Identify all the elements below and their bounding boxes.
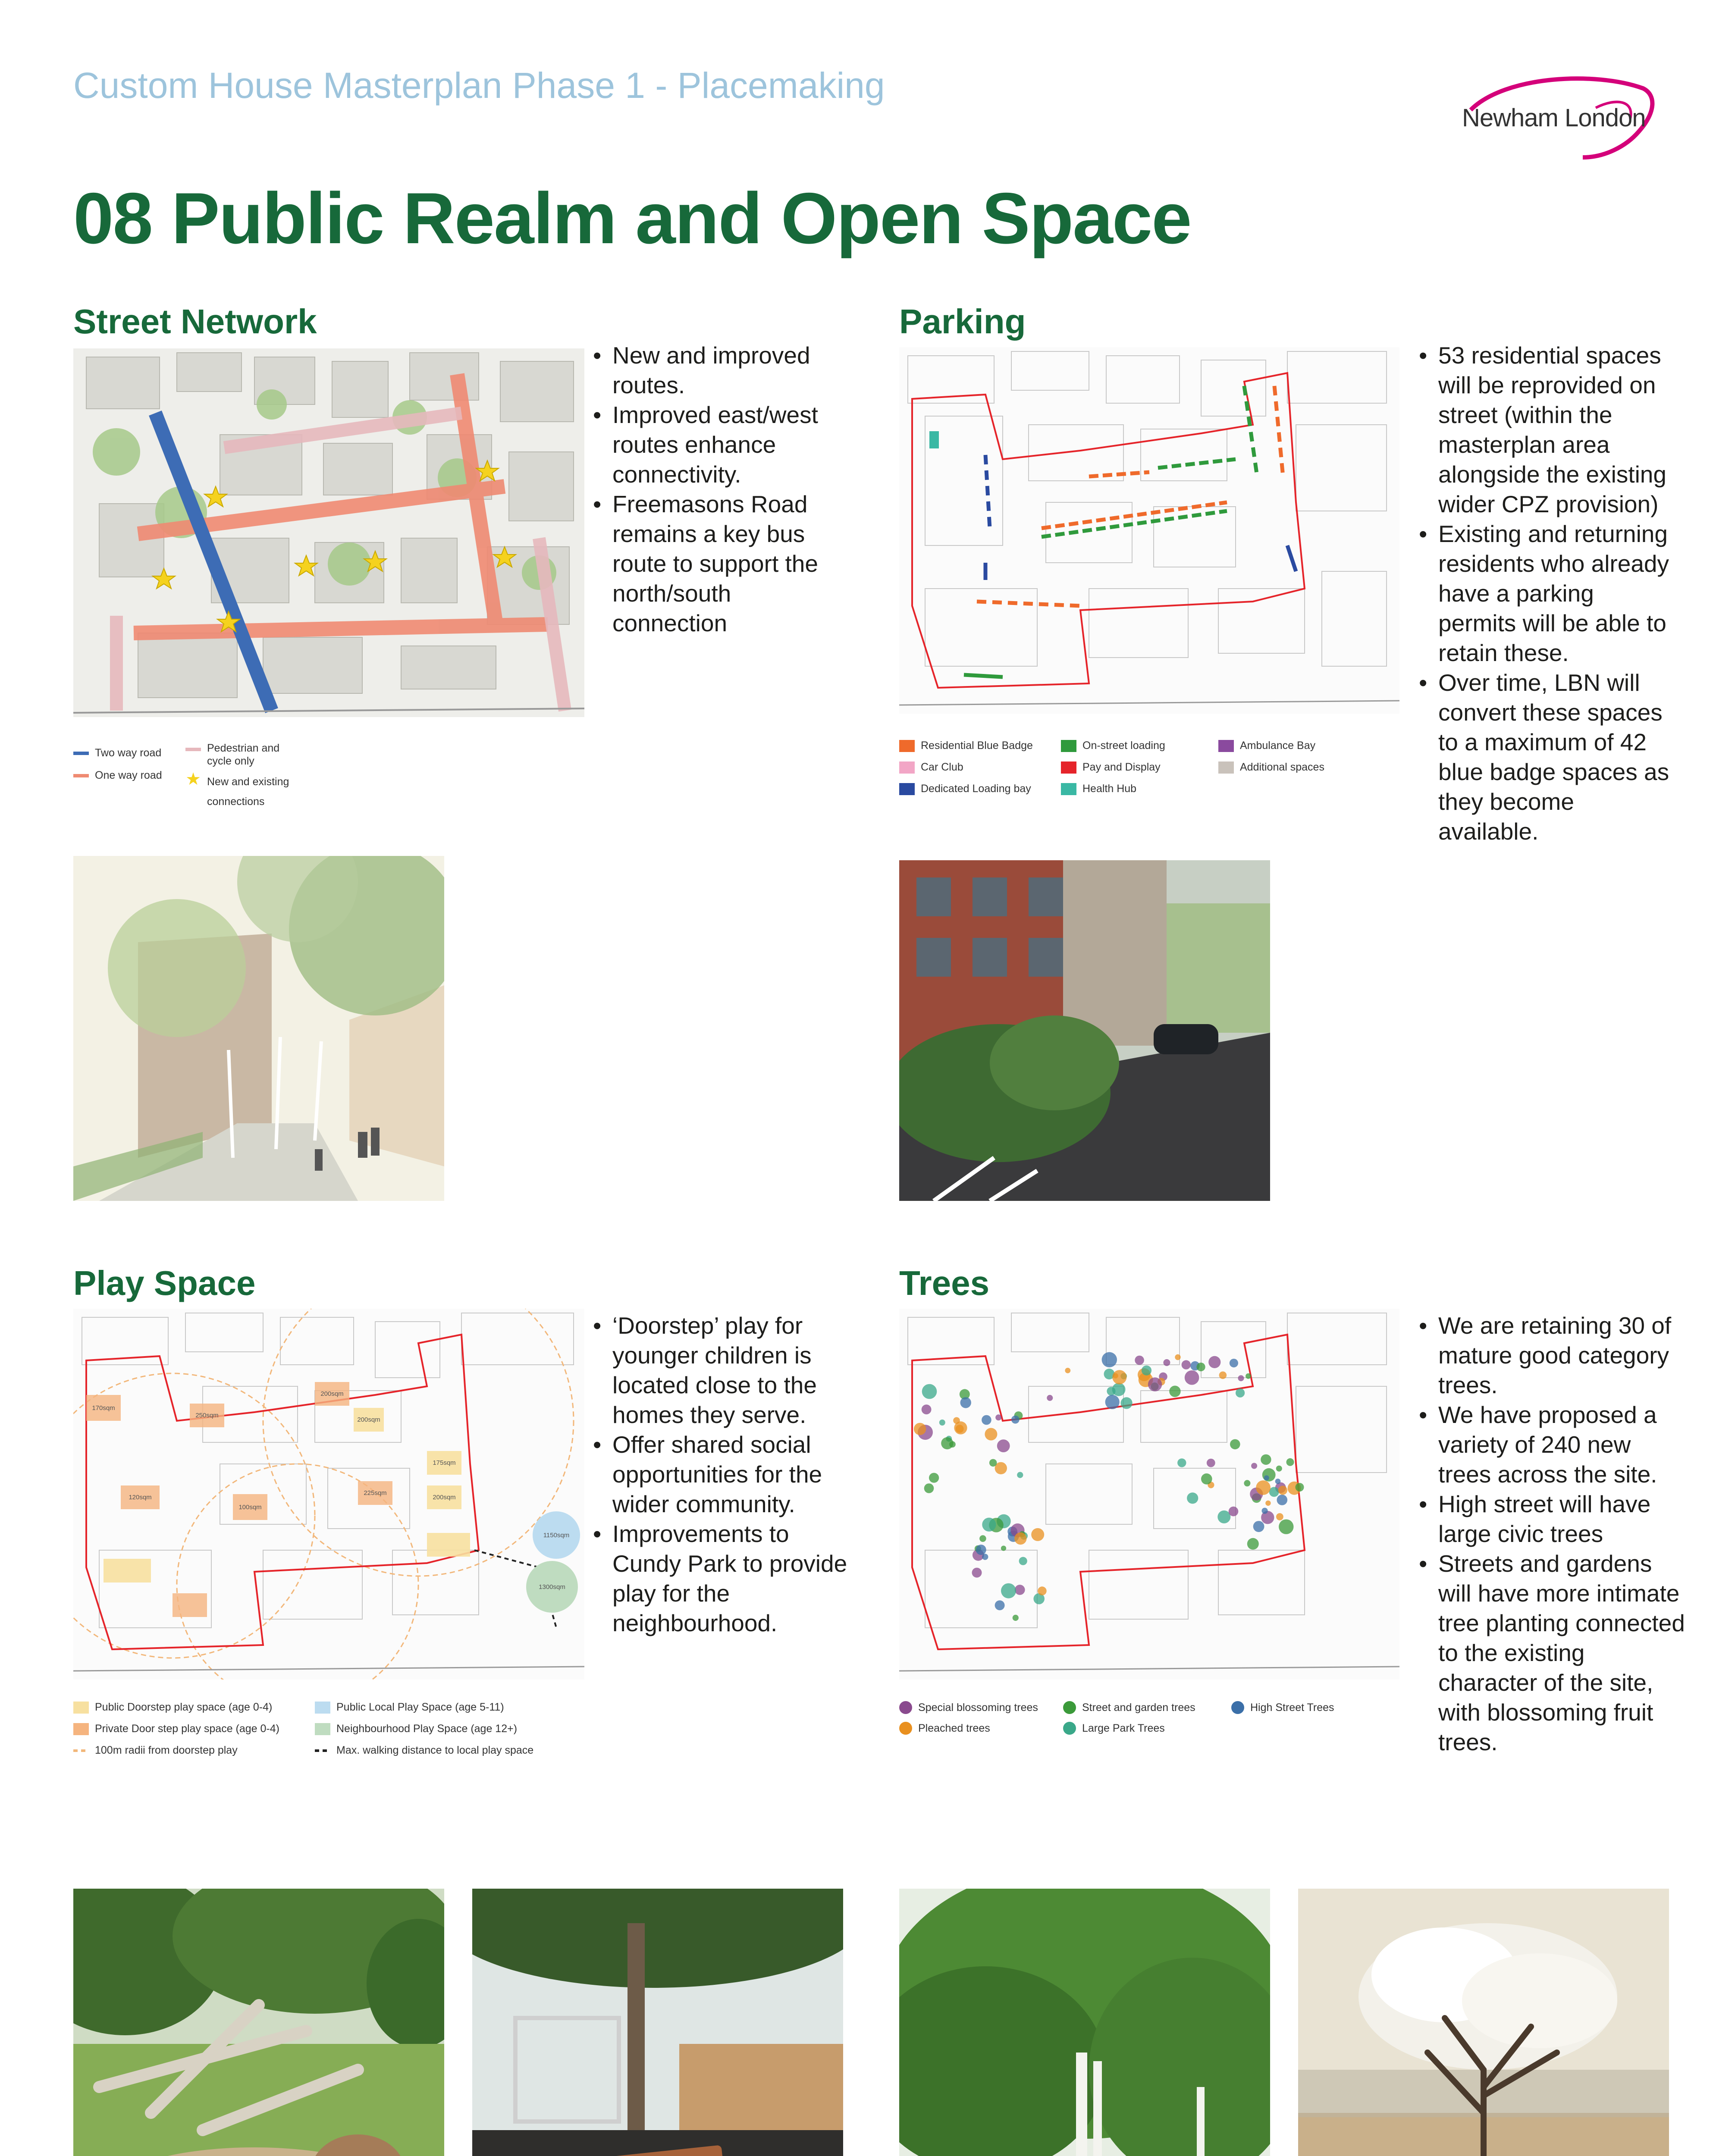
tree-dot bbox=[924, 1483, 934, 1493]
legend-dot bbox=[899, 1722, 912, 1735]
tree-dot bbox=[929, 1473, 939, 1483]
tree-dot bbox=[1019, 1557, 1027, 1565]
tree-dot bbox=[1142, 1366, 1151, 1376]
legend-label: High Street Trees bbox=[1250, 1701, 1334, 1714]
page-title: 08 Public Realm and Open Space bbox=[73, 178, 1191, 259]
trees-legend bbox=[899, 1701, 1399, 1749]
legend-label: New and existing connections bbox=[207, 776, 289, 808]
legend-label: Large Park Trees bbox=[1082, 1722, 1165, 1734]
legend-swatch bbox=[315, 1723, 330, 1735]
legend-item bbox=[73, 1723, 279, 1735]
tree-dot bbox=[1261, 1454, 1271, 1465]
legend-dot bbox=[1231, 1701, 1244, 1714]
legend-connections bbox=[185, 772, 319, 812]
tree-dot bbox=[1121, 1397, 1133, 1409]
street-network-legend bbox=[73, 742, 584, 811]
play-area-label: 120sqm bbox=[129, 1494, 152, 1501]
legend-item bbox=[315, 1701, 504, 1714]
tree-dot bbox=[982, 1415, 991, 1425]
bullet: • We are retaining 30 of mature good category trees. bbox=[1419, 1311, 1686, 1400]
tree-dot bbox=[997, 1439, 1010, 1452]
legend-label: Dedicated Loading bay bbox=[921, 783, 1031, 795]
tree-dot bbox=[1230, 1359, 1238, 1367]
birch-trees-photo-svg bbox=[899, 1889, 1270, 2156]
tree-dot bbox=[1169, 1386, 1180, 1397]
tree-dot bbox=[1208, 1356, 1220, 1368]
logo-text: Newham London bbox=[1462, 104, 1646, 132]
tree-dot bbox=[1163, 1359, 1170, 1366]
street-network-bullets bbox=[593, 341, 852, 638]
street-sketch-svg bbox=[73, 856, 444, 1201]
legend-label: Ambulance Bay bbox=[1240, 740, 1316, 752]
tree-dot bbox=[995, 1600, 1005, 1610]
legend-swatch bbox=[315, 1702, 330, 1714]
tree-dot bbox=[1001, 1546, 1006, 1551]
tree-dot bbox=[995, 1414, 1001, 1420]
legend-item bbox=[899, 783, 1031, 795]
street-network-map-svg bbox=[73, 348, 584, 717]
tree-dot bbox=[1065, 1368, 1070, 1373]
play-space-legend bbox=[73, 1701, 584, 1770]
tree-dot bbox=[1197, 1363, 1205, 1371]
legend-label: Special blossoming trees bbox=[918, 1701, 1038, 1714]
legend-item bbox=[1063, 1701, 1195, 1714]
tree-dot bbox=[954, 1421, 967, 1434]
playground-photo-svg bbox=[472, 1889, 843, 2156]
log-play-photo bbox=[73, 1889, 444, 2156]
legend-item bbox=[315, 1744, 533, 1757]
trees-title: Trees bbox=[899, 1264, 990, 1302]
legend-label: On-street loading bbox=[1082, 740, 1165, 752]
tree-dot bbox=[1286, 1458, 1294, 1466]
blossom-tree-photo-svg bbox=[1298, 1889, 1669, 2156]
legend-item bbox=[1061, 761, 1161, 774]
tree-dot bbox=[1276, 1513, 1283, 1520]
health-hub-mark bbox=[929, 431, 939, 448]
parking-street-photo bbox=[899, 860, 1270, 1201]
tree-dot bbox=[1275, 1479, 1281, 1484]
legend-label: Health Hub bbox=[1082, 783, 1137, 795]
legend-item bbox=[1218, 740, 1315, 752]
tree-dot bbox=[976, 1545, 986, 1555]
legend-dot bbox=[899, 1701, 912, 1714]
legend-label: Max. walking distance to local play space bbox=[336, 1744, 534, 1756]
parking-map bbox=[899, 347, 1399, 714]
tree-dot bbox=[1177, 1458, 1186, 1467]
playground-photo bbox=[472, 1889, 843, 2156]
play-area-label: 175sqm bbox=[433, 1459, 456, 1467]
legend-item bbox=[899, 740, 1033, 752]
tree-dot bbox=[914, 1423, 926, 1435]
trees-map bbox=[899, 1309, 1399, 1680]
tree-dot bbox=[1013, 1615, 1019, 1621]
bullet: • 53 residential spaces will be reprovided on street (within the masterplan area alongside the existing wider CPZ provision) bbox=[1419, 341, 1678, 519]
play-area-label: 1150sqm bbox=[543, 1532, 570, 1539]
tree-dot bbox=[1276, 1466, 1282, 1472]
star-icon: ★ bbox=[185, 770, 201, 789]
tree-dot bbox=[1229, 1507, 1239, 1517]
newham-logo bbox=[1453, 71, 1660, 166]
parking-bullets bbox=[1419, 341, 1678, 846]
bullet: • Over time, LBN will convert these spaces to a maximum of 42 blue badge spaces as they become available. bbox=[1419, 668, 1678, 846]
tree-dot bbox=[1031, 1528, 1044, 1541]
tree-dot bbox=[922, 1384, 937, 1399]
legend-swatch bbox=[315, 1749, 330, 1752]
bullet: • Improvements to Cundy Park to provide play for the neighbourhood. bbox=[593, 1519, 852, 1638]
parking-title: Parking bbox=[899, 302, 1026, 341]
tree-dot bbox=[1217, 1510, 1230, 1523]
tree-dot bbox=[1230, 1439, 1240, 1450]
play-space-title: Play Space bbox=[73, 1264, 256, 1302]
legend-swatch bbox=[899, 761, 915, 774]
tree-dot bbox=[972, 1568, 982, 1578]
street-network-map bbox=[73, 348, 584, 717]
tree-dot bbox=[1185, 1370, 1199, 1385]
play-space-bullets bbox=[593, 1311, 852, 1638]
tree-dot bbox=[1047, 1395, 1053, 1401]
play-area-label: 250sqm bbox=[195, 1412, 219, 1419]
legend-swatch bbox=[73, 1702, 89, 1714]
street-network-title: Street Network bbox=[73, 302, 317, 341]
legend-swatch bbox=[1061, 740, 1076, 752]
tree-dot bbox=[1175, 1354, 1180, 1360]
legend-swatch bbox=[1218, 740, 1234, 752]
legend-item bbox=[899, 1722, 990, 1735]
tree-dot bbox=[1112, 1370, 1126, 1384]
parking-legend bbox=[899, 740, 1399, 804]
tree-dot bbox=[1247, 1538, 1259, 1550]
bullet: • Streets and gardens will have more intimate tree planting connected to the existing character of the site, with blossoming fruit trees. bbox=[1419, 1549, 1686, 1757]
legend-two-way-road bbox=[73, 747, 161, 759]
legend-dot bbox=[1063, 1722, 1076, 1735]
bullet: • Offer shared social opportunities for the wider community. bbox=[593, 1430, 852, 1519]
tree-dot bbox=[1251, 1463, 1257, 1469]
legend-item bbox=[899, 761, 963, 774]
legend-item bbox=[1061, 740, 1165, 752]
tree-dot bbox=[1238, 1375, 1244, 1381]
legend-swatch bbox=[185, 748, 201, 751]
legend-label: Additional spaces bbox=[1240, 761, 1324, 773]
legend-swatch bbox=[1218, 761, 1234, 774]
tree-dot bbox=[989, 1459, 997, 1467]
legend-swatch bbox=[1061, 783, 1076, 795]
legend-item bbox=[1063, 1722, 1165, 1735]
legend-item bbox=[73, 1701, 272, 1714]
play-area-label: 200sqm bbox=[320, 1390, 344, 1398]
tree-dot bbox=[1262, 1468, 1276, 1482]
tree-dot bbox=[1201, 1473, 1212, 1485]
legend-label: Pay and Display bbox=[1082, 761, 1161, 773]
legend-swatch bbox=[899, 740, 915, 752]
tree-dot bbox=[1244, 1480, 1250, 1486]
tree-dot bbox=[1219, 1372, 1227, 1379]
tree-dot bbox=[1277, 1495, 1288, 1505]
legend-label: Pedestrian and cycle only bbox=[207, 742, 280, 767]
legend-item bbox=[1231, 1701, 1334, 1714]
bullet: • New and improved routes. bbox=[593, 341, 852, 400]
legend-item bbox=[1061, 783, 1136, 795]
bullet: • Improved east/west routes enhance connectivity. bbox=[593, 400, 852, 489]
tree-dot bbox=[982, 1518, 996, 1532]
legend-label: One way road bbox=[95, 769, 162, 781]
blossom-tree-photo bbox=[1298, 1889, 1669, 2156]
tree-dot bbox=[1011, 1416, 1020, 1424]
legend-label: Pleached trees bbox=[918, 1722, 990, 1734]
legend-item bbox=[1218, 761, 1324, 774]
tree-dot bbox=[941, 1437, 953, 1449]
play-space-map bbox=[73, 1309, 584, 1680]
tree-dot bbox=[1256, 1480, 1271, 1495]
bullet: • ‘Doorstep’ play for younger children is located close to the homes they serve. bbox=[593, 1311, 852, 1430]
play-area-label: 170sqm bbox=[92, 1404, 115, 1412]
trees-map-svg bbox=[899, 1309, 1399, 1680]
tree-dot bbox=[1269, 1487, 1279, 1497]
tree-dot bbox=[1253, 1521, 1264, 1532]
play-area-label: 200sqm bbox=[357, 1416, 380, 1423]
tree-dot bbox=[1102, 1352, 1117, 1367]
log-play-photo-svg bbox=[73, 1889, 444, 2156]
birch-trees-photo bbox=[899, 1889, 1270, 2156]
tree-dot bbox=[1246, 1373, 1251, 1379]
legend-label: Private Door step play space (age 0-4) bbox=[95, 1723, 279, 1735]
tree-dot bbox=[1112, 1383, 1126, 1396]
legend-swatch bbox=[73, 1749, 89, 1752]
tree-dot bbox=[1105, 1395, 1120, 1409]
tree-dot bbox=[922, 1404, 932, 1414]
tree-dot bbox=[1017, 1472, 1023, 1478]
legend-label: Two way road bbox=[95, 747, 162, 759]
bullet: • Freemasons Road remains a key bus route to support the north/south connection bbox=[593, 489, 852, 638]
tree-dot bbox=[1278, 1486, 1287, 1495]
legend-label: Residential Blue Badge bbox=[921, 740, 1033, 752]
legend-label: Neighbourhood Play Space (age 12+) bbox=[336, 1723, 518, 1735]
legend-item bbox=[899, 1701, 1038, 1714]
tree-dot bbox=[1279, 1520, 1293, 1534]
legend-label: Street and garden trees bbox=[1082, 1701, 1195, 1714]
play-area-label: 100sqm bbox=[238, 1504, 262, 1511]
tree-dot bbox=[1296, 1483, 1304, 1492]
play-area-label: 225sqm bbox=[364, 1489, 387, 1497]
legend-pedestrian-cycle bbox=[185, 742, 306, 768]
tree-dot bbox=[1038, 1586, 1047, 1595]
legend-swatch bbox=[1061, 761, 1076, 774]
legend-label: Car Club bbox=[921, 761, 963, 773]
tree-dot bbox=[979, 1535, 986, 1542]
legend-dot bbox=[1063, 1701, 1076, 1714]
legend-item bbox=[73, 1744, 238, 1757]
trees-bullets bbox=[1419, 1311, 1686, 1757]
play-area-label: 1300sqm bbox=[539, 1583, 565, 1591]
parking-map-svg bbox=[899, 347, 1399, 714]
tree-dot bbox=[1236, 1388, 1245, 1398]
parking-street-photo-svg bbox=[899, 860, 1270, 1201]
tree-dot bbox=[939, 1420, 945, 1426]
tree-dot bbox=[1265, 1501, 1271, 1506]
legend-label: Public Local Play Space (age 5-11) bbox=[336, 1701, 504, 1713]
legend-swatch bbox=[899, 783, 915, 795]
tree-dot bbox=[982, 1554, 988, 1560]
tree-dot bbox=[1135, 1356, 1144, 1365]
eyebrow-title: Custom House Masterplan Phase 1 - Placemaking bbox=[73, 65, 885, 106]
tree-dot bbox=[1182, 1360, 1191, 1369]
legend-swatch bbox=[73, 774, 89, 777]
legend-swatch bbox=[73, 1723, 89, 1735]
tree-dot bbox=[1187, 1492, 1198, 1504]
street-sketch-illustration bbox=[73, 856, 444, 1201]
tree-dot bbox=[985, 1428, 997, 1441]
legend-label: Public Doorstep play space (age 0-4) bbox=[95, 1701, 273, 1713]
tree-dot bbox=[1148, 1377, 1162, 1391]
bullet: • Existing and returning residents who already have a parking permits will be able to retain these. bbox=[1419, 519, 1678, 668]
tree-dot bbox=[960, 1397, 971, 1408]
play-space-map-svg bbox=[73, 1309, 584, 1680]
tree-dot bbox=[1207, 1459, 1215, 1467]
legend-one-way-road bbox=[73, 769, 162, 782]
legend-label: 100m radii from doorstep play bbox=[95, 1744, 238, 1756]
legend-item bbox=[315, 1723, 517, 1735]
tree-dot bbox=[1001, 1583, 1016, 1598]
bullet: • We have proposed a variety of 240 new trees across the site. bbox=[1419, 1400, 1686, 1489]
legend-swatch bbox=[73, 752, 89, 755]
tree-dot bbox=[1015, 1585, 1025, 1595]
tree-dot bbox=[1262, 1508, 1268, 1514]
play-area-label: 200sqm bbox=[433, 1494, 456, 1501]
tree-dot bbox=[1014, 1532, 1026, 1545]
tree-dot bbox=[1264, 1475, 1269, 1480]
bullet: • High street will have large civic trees bbox=[1419, 1489, 1686, 1549]
